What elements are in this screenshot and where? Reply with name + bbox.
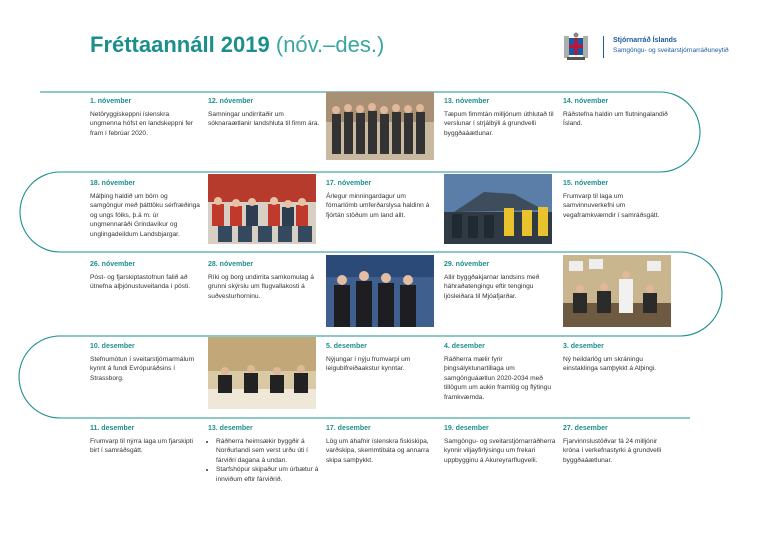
timeline-entry bbox=[563, 179, 675, 220]
timeline-entry bbox=[563, 424, 675, 465]
entry-bullet: • Starfshópur skipaður um úrbætur á innviðum eftir fárviðrið. bbox=[216, 465, 320, 484]
entry-text: Samningar undirritaðir um sóknaraætlanir landshluta til fimm ára. bbox=[208, 111, 320, 128]
entry-bullets bbox=[208, 437, 320, 484]
entry-text: Póst- og fjarskiptastofnun falið að útnefna alþjónustuveitanda í pósti. bbox=[90, 274, 191, 291]
timeline-entry bbox=[444, 260, 556, 301]
timeline-entry bbox=[90, 424, 202, 456]
entry-text: Netöryggiskeppni íslenskra ungmenna hófst en landskeppni fer fram í febrúar 2020. bbox=[90, 111, 194, 137]
timeline-entry bbox=[90, 260, 202, 292]
entry-date: 10. desember bbox=[90, 343, 135, 350]
timeline-entry bbox=[208, 260, 320, 301]
timeline-entry bbox=[444, 424, 556, 465]
entry-date: 18. nóvember bbox=[90, 180, 136, 187]
entry-text: Árlegur minningardagur um fórnarlömb umferðarslysa haldinn á fjórtán stöðum um land allt. bbox=[326, 193, 430, 219]
entry-text: Tæpum fimmtán milljónum úthlutað til verslunar í strjálbýli á grundvelli byggðaáætlunar. bbox=[444, 111, 554, 137]
entry-text: Ný heildarlög um skráningu einstaklinga samþykkt á Alþingi. bbox=[563, 356, 657, 373]
entry-date: 15. nóvember bbox=[563, 180, 609, 187]
entry-text: Fjarvinnslustöðvar fá 24 milljónir króna í verkefnastyrki á grundvelli byggðaáætlunar. bbox=[563, 438, 662, 464]
entry-date: 17. desember bbox=[326, 425, 371, 432]
entry-text: Lög um áhafnir íslenskra fiskiskipa, varðskipa, skemmtibáta og annarra skipa samþykkt. bbox=[326, 438, 429, 464]
entry-date: 13. nóvember bbox=[444, 98, 490, 105]
entry-date: 12. nóvember bbox=[208, 98, 254, 105]
timeline-entry bbox=[563, 342, 675, 374]
ministry-name: Samgöngu- og sveitarstjórnarráðuneytið bbox=[613, 47, 729, 54]
timeline-entry bbox=[208, 424, 320, 484]
photo-children-seminar bbox=[208, 174, 316, 244]
timeline-entry bbox=[90, 342, 202, 383]
timeline-entry bbox=[90, 97, 202, 138]
entry-date: 5. desember bbox=[326, 343, 367, 350]
photo-airport-agreement bbox=[326, 255, 434, 327]
entry-text: Nýjungar í nýju frumvarpi um leigubifreiðaakstur kynntar. bbox=[326, 356, 411, 373]
timeline-entry bbox=[90, 179, 202, 239]
timeline-entry bbox=[444, 97, 556, 138]
timeline-entry bbox=[444, 342, 556, 402]
timeline-entry bbox=[326, 179, 438, 220]
entry-text: Ríki og borg undirrita samkomulag á grunni skýrslu um flugvallakosti á suðvesturhorninu. bbox=[208, 274, 314, 300]
entry-date: 4. desember bbox=[444, 343, 485, 350]
title-period: (nóv.–des.) bbox=[275, 32, 385, 57]
entry-text: Frumvarp til nýrra laga um fjarskipti birt í samráðsgátt. bbox=[90, 438, 193, 455]
photo-memorial-day bbox=[444, 174, 552, 244]
entry-date: 13. desember bbox=[208, 425, 253, 432]
entry-text: Málþing haldið um börn og samgöngur með þátttöku sérfræðinga og ungs fólks, þ.á m. úr ungmennaráði Grindavíkur og unglingadeildum Landsbjargar. bbox=[90, 193, 200, 238]
entry-date: 27. desember bbox=[563, 425, 608, 432]
photo-group-signing bbox=[326, 92, 434, 160]
entry-date: 26. nóvember bbox=[90, 261, 136, 268]
entry-text: Stefnumótun í sveitarstjórnarmálum kynnt á fundi Evrópuráðsins í Strassborg. bbox=[90, 356, 195, 382]
photo-fibre-connection bbox=[563, 255, 671, 327]
entry-date: 1. nóvember bbox=[90, 98, 132, 105]
timeline-entry bbox=[326, 342, 438, 374]
entry-text: Ráðherra mælir fyrir þingsályktunartillaga um samgönguáætlun 2020-2034 með tillögum um aukin framlög og flýtingu framkvæmda. bbox=[444, 356, 552, 401]
entry-text: Ráðstefna haldin um flutningalandið Ísland. bbox=[563, 111, 668, 128]
photo-council-of-europe bbox=[208, 337, 316, 409]
timeline-entry bbox=[563, 97, 675, 129]
timeline-entry bbox=[326, 424, 438, 465]
entry-text: Samgöngu- og sveitarstjórnarráðherra kynnir viljayfirlýsingu um frekari uppbygginu á Akureyrarflugvelli. bbox=[444, 438, 556, 464]
entry-date: 17. nóvember bbox=[326, 180, 372, 187]
entry-text: Allir byggðakjarnar landsins með háhraðatengingu eftir tengingu ljósleiðara til Mjóafjarðar. bbox=[444, 274, 540, 300]
entry-date: 19. desember bbox=[444, 425, 489, 432]
entry-date: 14. nóvember bbox=[563, 98, 609, 105]
entry-date: 11. desember bbox=[90, 425, 135, 432]
entry-text: Frumvarp til laga um samvinnuverkefni um vegaframkvæmdir í samráðsgátt. bbox=[563, 193, 660, 219]
timeline-entry bbox=[208, 97, 320, 129]
org-name: Stjórnarráð Íslands bbox=[613, 37, 677, 44]
entry-bullet: • Ráðherra heimsækir byggðir á Norðurlandi sem verst urðu úti í fárviðri dagana á undan. bbox=[216, 437, 320, 465]
entry-date: 3. desember bbox=[563, 343, 604, 350]
entry-date: 29. nóvember bbox=[444, 261, 490, 268]
entry-date: 28. nóvember bbox=[208, 261, 254, 268]
title-main: Fréttaannáll 2019 bbox=[90, 32, 270, 57]
